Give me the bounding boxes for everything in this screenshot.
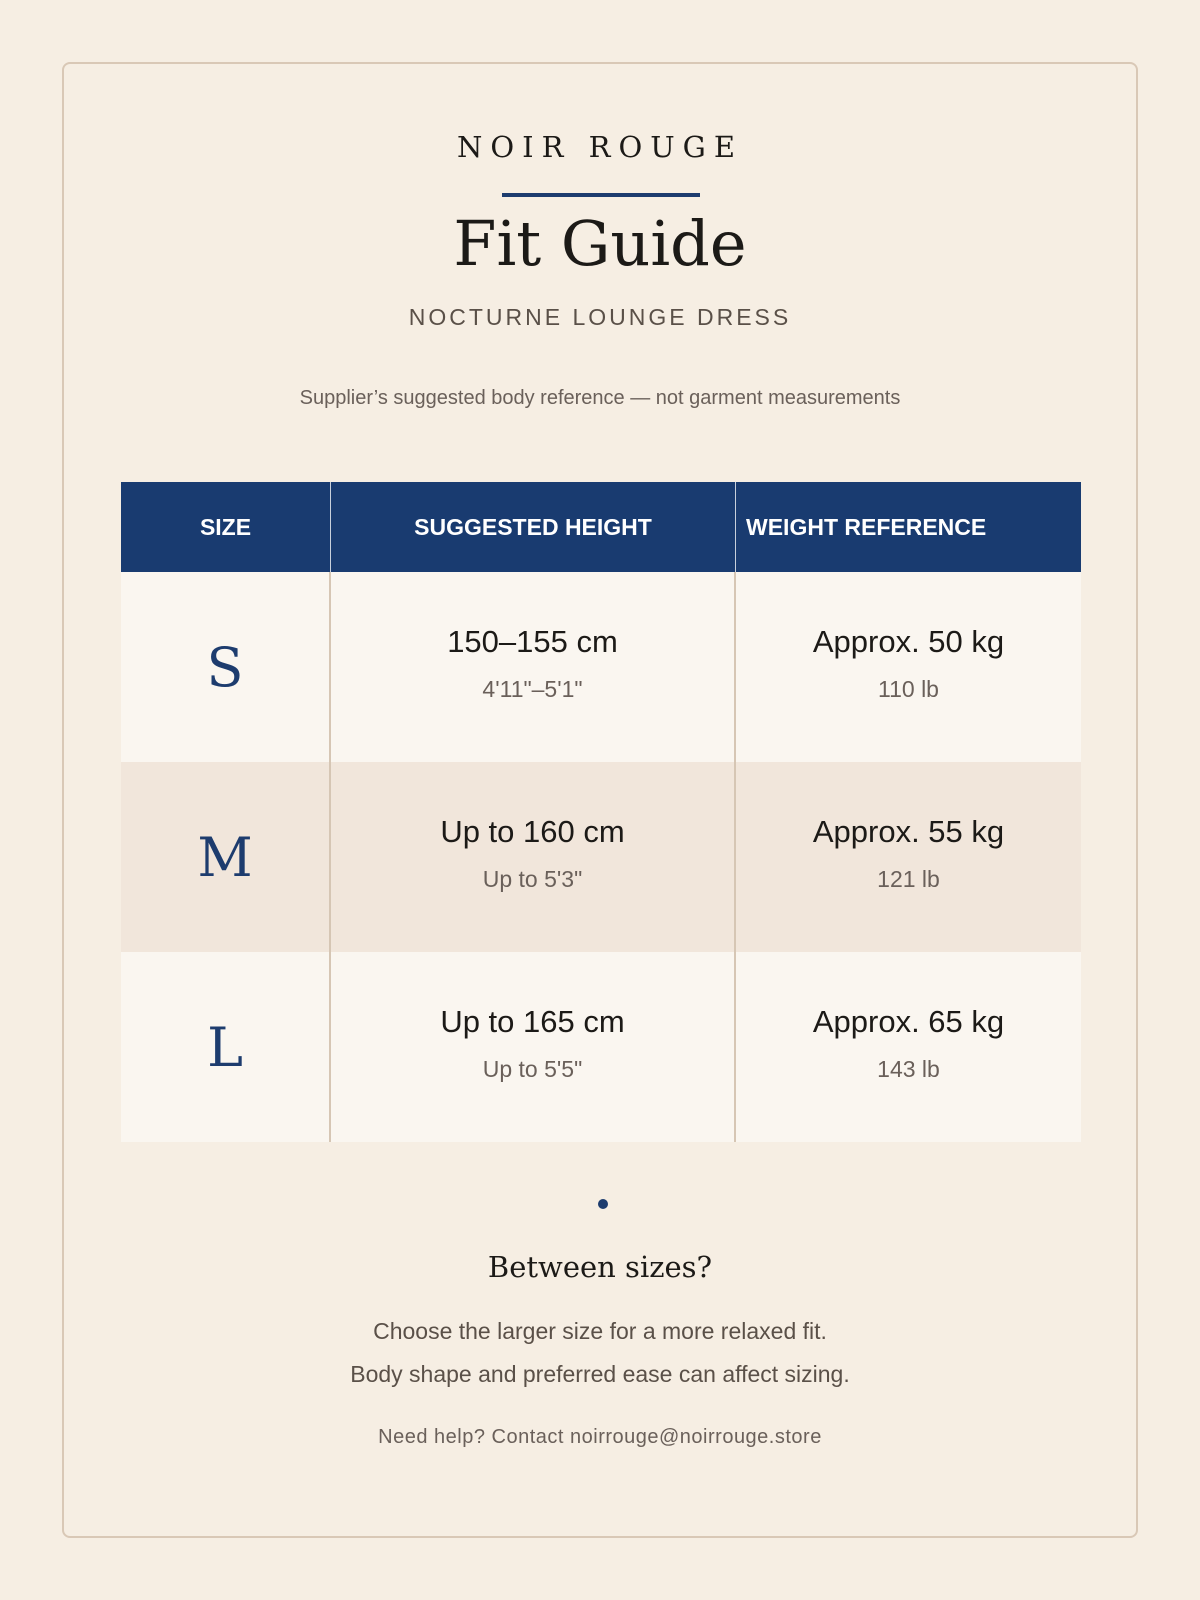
- size-table: [121, 482, 1081, 1142]
- height-cell: [331, 952, 736, 1142]
- weight-metric: Approx. 65 kg: [812, 1003, 1005, 1039]
- height-imperial: Up to 5'3": [482, 865, 583, 892]
- weight-imperial: 121 lb: [877, 865, 940, 892]
- table-row: [121, 762, 1081, 952]
- weight-metric: Approx. 55 kg: [812, 813, 1005, 849]
- height-imperial: Up to 5'5": [482, 1055, 583, 1082]
- page-title: Fit Guide: [453, 207, 747, 280]
- weight-imperial: 143 lb: [877, 1055, 940, 1082]
- height-metric: Up to 160 cm: [440, 813, 625, 849]
- size-label: S: [206, 635, 244, 699]
- title-divider: [502, 193, 700, 197]
- weight-cell: [736, 762, 1081, 952]
- separator-dot: [598, 1199, 608, 1209]
- between-sizes-heading: Between sizes?: [487, 1250, 713, 1284]
- height-cell: [331, 762, 736, 952]
- reference-note: Supplier’s suggested body reference — not garment measurements: [299, 387, 901, 409]
- height-cell: [331, 572, 736, 762]
- table-header: [121, 482, 1081, 572]
- column-header-height: SUGGESTED HEIGHT: [331, 482, 736, 572]
- fit-guide-card: [62, 62, 1138, 1538]
- advice-line-2: Body shape and preferred ease can affect sizing.: [350, 1361, 850, 1387]
- height-metric: 150–155 cm: [447, 623, 618, 659]
- size-cell: [121, 952, 331, 1142]
- weight-imperial: 110 lb: [878, 675, 939, 702]
- table-row: [121, 952, 1081, 1142]
- weight-cell: [736, 952, 1081, 1142]
- column-header-weight: WEIGHT REFERENCE: [746, 513, 987, 540]
- column-header-size: SIZE: [121, 482, 331, 572]
- size-cell: [121, 762, 331, 952]
- height-metric: Up to 165 cm: [440, 1003, 625, 1039]
- advice-line-1: Choose the larger size for a more relaxed fit.: [373, 1318, 827, 1344]
- weight-metric: Approx. 50 kg: [812, 623, 1005, 659]
- product-name: NOCTURNE LOUNGE DRESS: [408, 304, 792, 330]
- size-label: M: [197, 825, 253, 889]
- size-cell: [121, 572, 331, 762]
- help-contact: Need help? Contact noirrouge@noirrouge.store: [378, 1426, 822, 1448]
- table-row: [121, 572, 1081, 762]
- height-imperial: 4'11"–5'1": [482, 675, 583, 702]
- weight-cell: [736, 572, 1081, 762]
- size-label: L: [207, 1015, 243, 1079]
- brand-name: NOIR ROUGE: [456, 130, 744, 164]
